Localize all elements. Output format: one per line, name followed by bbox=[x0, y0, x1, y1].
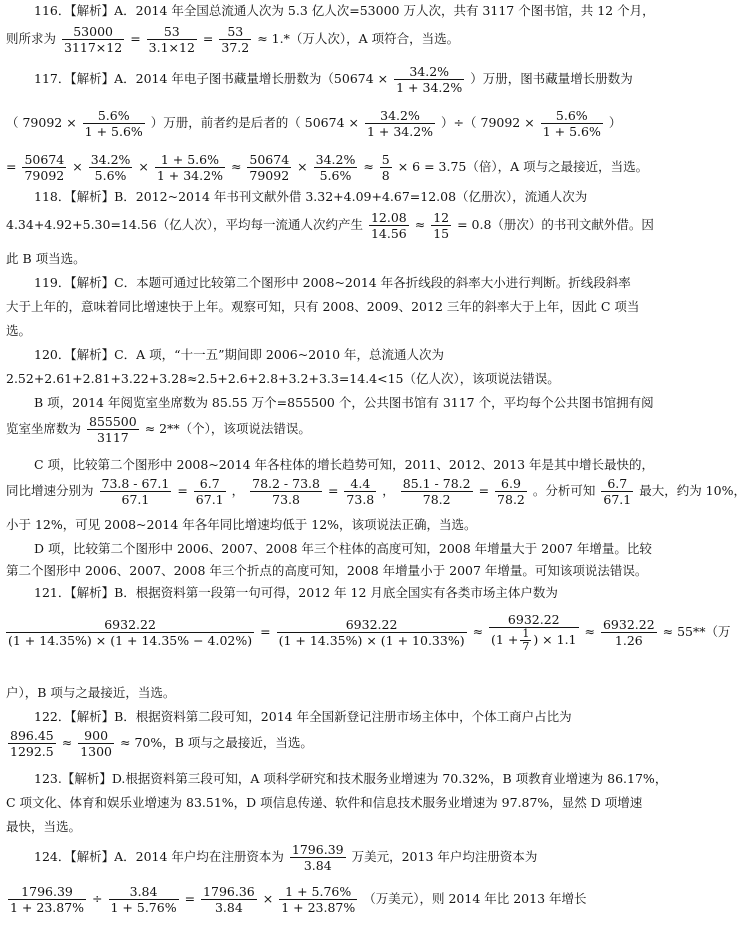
text: 则所求为 bbox=[6, 31, 57, 46]
fraction: $\frac{73.8 - 67.1}{67.1}$ bbox=[101, 476, 170, 507]
q122-line-1: 122．【解析】B．根据资料第二段可知，2014 年全国新登记注册市场主体中，个体工商户占比为 bbox=[34, 709, 572, 724]
fraction: $\frac{12}{15}$ bbox=[433, 210, 450, 241]
q118-line-2: 4.34+4.92+5.30=14.56（亿人次），平均每一流通人次约产生 $\frac{12.08}{14.56}$ ≈ $\frac{12}{15}$ = 0.8（册次）的书刊文献外借。因 bbox=[6, 210, 654, 241]
q120-line-7: 小于 12%，可见 2008~2014 年各年同比增速均低于 12%，该项说法正确，当选。 bbox=[6, 517, 477, 532]
fraction: $\frac{5.6\%}{1 + 5.6\%}$ bbox=[542, 108, 601, 139]
text: ≈ 1.*（万人次），A 项符合，当选。 bbox=[257, 31, 460, 46]
fraction: $\frac{6932.22}{1.26}$ bbox=[602, 617, 655, 648]
q121-line-3: 户），B 项与之最接近，当选。 bbox=[6, 685, 176, 700]
fraction: $\frac{900}{1300}$ bbox=[80, 728, 113, 759]
q117-line-2: （ 79092 × $\frac{5.6\%}{1 + 5.6\%}$ ）万册，前者约是后者的（ 50674 × $\frac{34.2\%}{1 + 34.2\%}$ ）÷（ 79092 × $\frac{5.6\%}{1 + 5.6\%}$ ） bbox=[6, 108, 622, 139]
fraction: 6932.22 (1 + $\frac{1}{7}$ ) × 1.1 bbox=[491, 612, 577, 653]
q123-line-3: 最快，当选。 bbox=[6, 819, 82, 834]
fraction: $\frac{1796.39}{3.84}$ bbox=[291, 842, 344, 873]
fraction: $\frac{6.7}{67.1}$ bbox=[195, 476, 224, 507]
q118-line-3: 此 B 项当选。 bbox=[6, 251, 86, 266]
fraction: $\frac{53}{3.1\times 12}$ bbox=[148, 24, 195, 55]
q120-line-8: D 项，比较第二个图形中 2006、2007、2008 年三个柱体的高度可知，2008 年增量大于 2007 年增量。比较 bbox=[34, 541, 652, 556]
q121-line-2: $\frac{6932.22}{(1 + 14.35\%) \times (1 + 14.35\% - 4.02\%)}$ = $\frac{6932.22}{(1 + 14.35\%) \times (1 + 10.33\%)}$ ≈ 6932.22 (1 + $\frac{1}{7}$ ) × 1.1 ≈ $\frac{6932.22}{1.26}$ ≈ 55**（万 bbox=[8, 612, 731, 653]
q120-line-6: 同比增速分别为 $\frac{73.8 - 67.1}{67.1}$ = $\frac{6.7}{67.1}$ ， $\frac{78.2 - 73.8}{73.8}$ = $\frac{4.4}{73.8}$ ， $\frac{85.1 - 78.2}{78.2}$ = $\frac{6.9}{78.2}$ 。分析可知 $\frac{6.7}{67.1}$ 最大，约为 10%， bbox=[6, 476, 746, 507]
fraction: $\frac{12.08}{14.56}$ bbox=[370, 210, 407, 241]
q120-line-4: 览室坐席数为 $\frac{855500}{3117}$ ≈ 2**（个），该项说法错误。 bbox=[6, 414, 311, 445]
fraction: $\frac{4.4}{73.8}$ bbox=[346, 476, 375, 507]
q120-line-1: 120．【解析】C．A 项，“十一五”期间即 2006~2010 年，总流通人次为 bbox=[34, 347, 444, 362]
fraction: $\frac{1 + 5.6\%}{1 + 34.2\%}$ bbox=[156, 152, 223, 183]
q120-line-5: C 项，比较第二个图形中 2008~2014 年各柱体的增长趋势可知，2011、2012、2013 年是其中增长最快的， bbox=[34, 457, 654, 472]
fraction: $\frac{78.2 - 73.8}{73.8}$ bbox=[252, 476, 320, 507]
fraction: $\frac{896.45}{1292.5}$ bbox=[10, 728, 54, 759]
fraction: $\frac{5.6\%}{1 + 5.6\%}$ bbox=[84, 108, 143, 139]
fraction: $\frac{50674}{79092}$ bbox=[24, 152, 65, 183]
q116-line-2: 则所求为 $\frac{53000}{3117\times 12}$ = $\frac{53}{3.1\times 12}$ = $\frac{53}{37.2}$ ≈ 1.*（万人次），A 项符合，当选。 bbox=[6, 24, 460, 55]
q117-line-1: 117．【解析】A．2014 年电子图书藏量增长册数为（50674 × $\frac{34.2\%}{1 + 34.2\%}$ ）万册，图书藏量增长册数为 bbox=[34, 64, 633, 95]
q123-line-2: C 项文化、体育和娱乐业增速为 83.51%，D 项信息传递、软件和信息技术服务业增速为 97.87%，显然 D 项增速 bbox=[6, 795, 643, 810]
fraction: $\frac{1796.36}{3.84}$ bbox=[203, 884, 255, 915]
fraction: $\frac{6932.22}{(1 + 14.35\%) \times (1 + 14.35\% - 4.02\%)}$ bbox=[8, 617, 253, 648]
q119-line-2: 大于上年的，意味着同比增速快于上年。观察可知，只有 2008、2009、2012 三年的斜率大于上年，因此 C 项当 bbox=[6, 299, 640, 314]
q124-line-1: 124．【解析】A．2014 年户均在注册资本为 $\frac{1796.39}{3.84}$ 万美元，2013 年户均注册资本为 bbox=[34, 842, 538, 873]
q120-line-2: 2.52+2.61+2.81+3.22+3.28≈2.5+2.6+2.8+3.2+3.3=14.4<15（亿人次），该项说法错误。 bbox=[6, 371, 560, 386]
q117-line-3: = $\frac{50674}{79092}$ × $\frac{34.2\%}{5.6\%}$ × $\frac{1 + 5.6\%}{1 + 34.2\%}$ ≈ $\frac{50674}{79092}$ × $\frac{34.2\%}{5.6\%}$ ≈ $\frac{5}{8}$ × 6 = 3.75（倍），A 项与之最接近，当选。 bbox=[6, 152, 649, 183]
fraction: $\frac{1}{7}$ bbox=[522, 627, 530, 653]
fraction: $\frac{34.2\%}{1 + 34.2\%}$ bbox=[366, 108, 434, 139]
fraction: $\frac{5}{8}$ bbox=[381, 152, 390, 183]
q119-line-1: 119．【解析】C．本题可通过比较第二个图形中 2008~2014 年各折线段的斜率大小进行判断。折线段斜率 bbox=[34, 275, 631, 290]
fraction: $\frac{34.2\%}{1 + 34.2\%}$ bbox=[396, 64, 463, 95]
fraction: $\frac{1 + 5.76\%}{1 + 23.87\%}$ bbox=[281, 884, 356, 915]
fraction: $\frac{53000}{3117\times 12}$ bbox=[64, 24, 123, 55]
fraction: $\frac{53}{37.2}$ bbox=[221, 24, 250, 55]
fraction: $\frac{6932.22}{(1 + 14.35\%) \times (1 + 10.33\%)}$ bbox=[278, 617, 465, 648]
fraction: $\frac{6.7}{67.1}$ bbox=[603, 476, 632, 507]
q119-line-3: 选。 bbox=[6, 323, 32, 338]
fraction: $\frac{855500}{3117}$ bbox=[89, 414, 137, 445]
q116-line-1: 116．【解析】A．2014 年全国总流通人次为 5.3 亿人次=53000 万人次，共有 3117 个图书馆，共 12 个月， bbox=[34, 3, 655, 18]
q123-line-1: 123.【解析】D.根据资料第三段可知，A 项科学研究和技术服务业增速为 70.32%，B 项教育业增速为 86.17%， bbox=[34, 771, 668, 786]
q122-line-2: $\frac{896.45}{1292.5}$ ≈ $\frac{900}{1300}$ ≈ 70%，B 项与之最接近，当选。 bbox=[10, 728, 313, 759]
q124-line-2: $\frac{1796.39}{1 + 23.87\%}$ ÷ $\frac{3.84}{1 + 5.76\%}$ = $\frac{1796.36}{3.84}$ × $\frac{1 + 5.76\%}{1 + 23.87\%}$ （万美元），则 2014 年比 2013 年增长 bbox=[10, 884, 587, 915]
q120-line-9: 第二个图形中 2006、2007、2008 年三个折点的高度可知，2008 年增量小于 2007 年增量。可知该项说法错误。 bbox=[6, 563, 648, 578]
fraction: $\frac{1796.39}{1 + 23.87\%}$ bbox=[10, 884, 85, 915]
fraction: $\frac{6.9}{78.2}$ bbox=[497, 476, 525, 507]
fraction: $\frac{34.2\%}{5.6\%}$ bbox=[315, 152, 356, 183]
fraction: $\frac{85.1 - 78.2}{78.2}$ bbox=[402, 476, 471, 507]
fraction: $\frac{34.2\%}{5.6\%}$ bbox=[90, 152, 131, 183]
q120-line-3: B 项，2014 年阅览室坐席数为 85.55 万个=855500 个，公共图书馆有 3117 个，平均每个公共图书馆拥有阅 bbox=[34, 395, 654, 410]
q121-line-1: 121．【解析】B．根据资料第一段第一句可得，2012 年 12 月底全国实有各类市场主体户数为 bbox=[34, 585, 558, 600]
fraction: $\frac{3.84}{1 + 5.76\%}$ bbox=[110, 884, 177, 915]
fraction: $\frac{50674}{79092}$ bbox=[249, 152, 290, 183]
q118-line-1: 118．【解析】B．2012~2014 年书刊文献外借 3.32+4.09+4.67=12.08（亿册次），流通人次为 bbox=[34, 189, 588, 204]
